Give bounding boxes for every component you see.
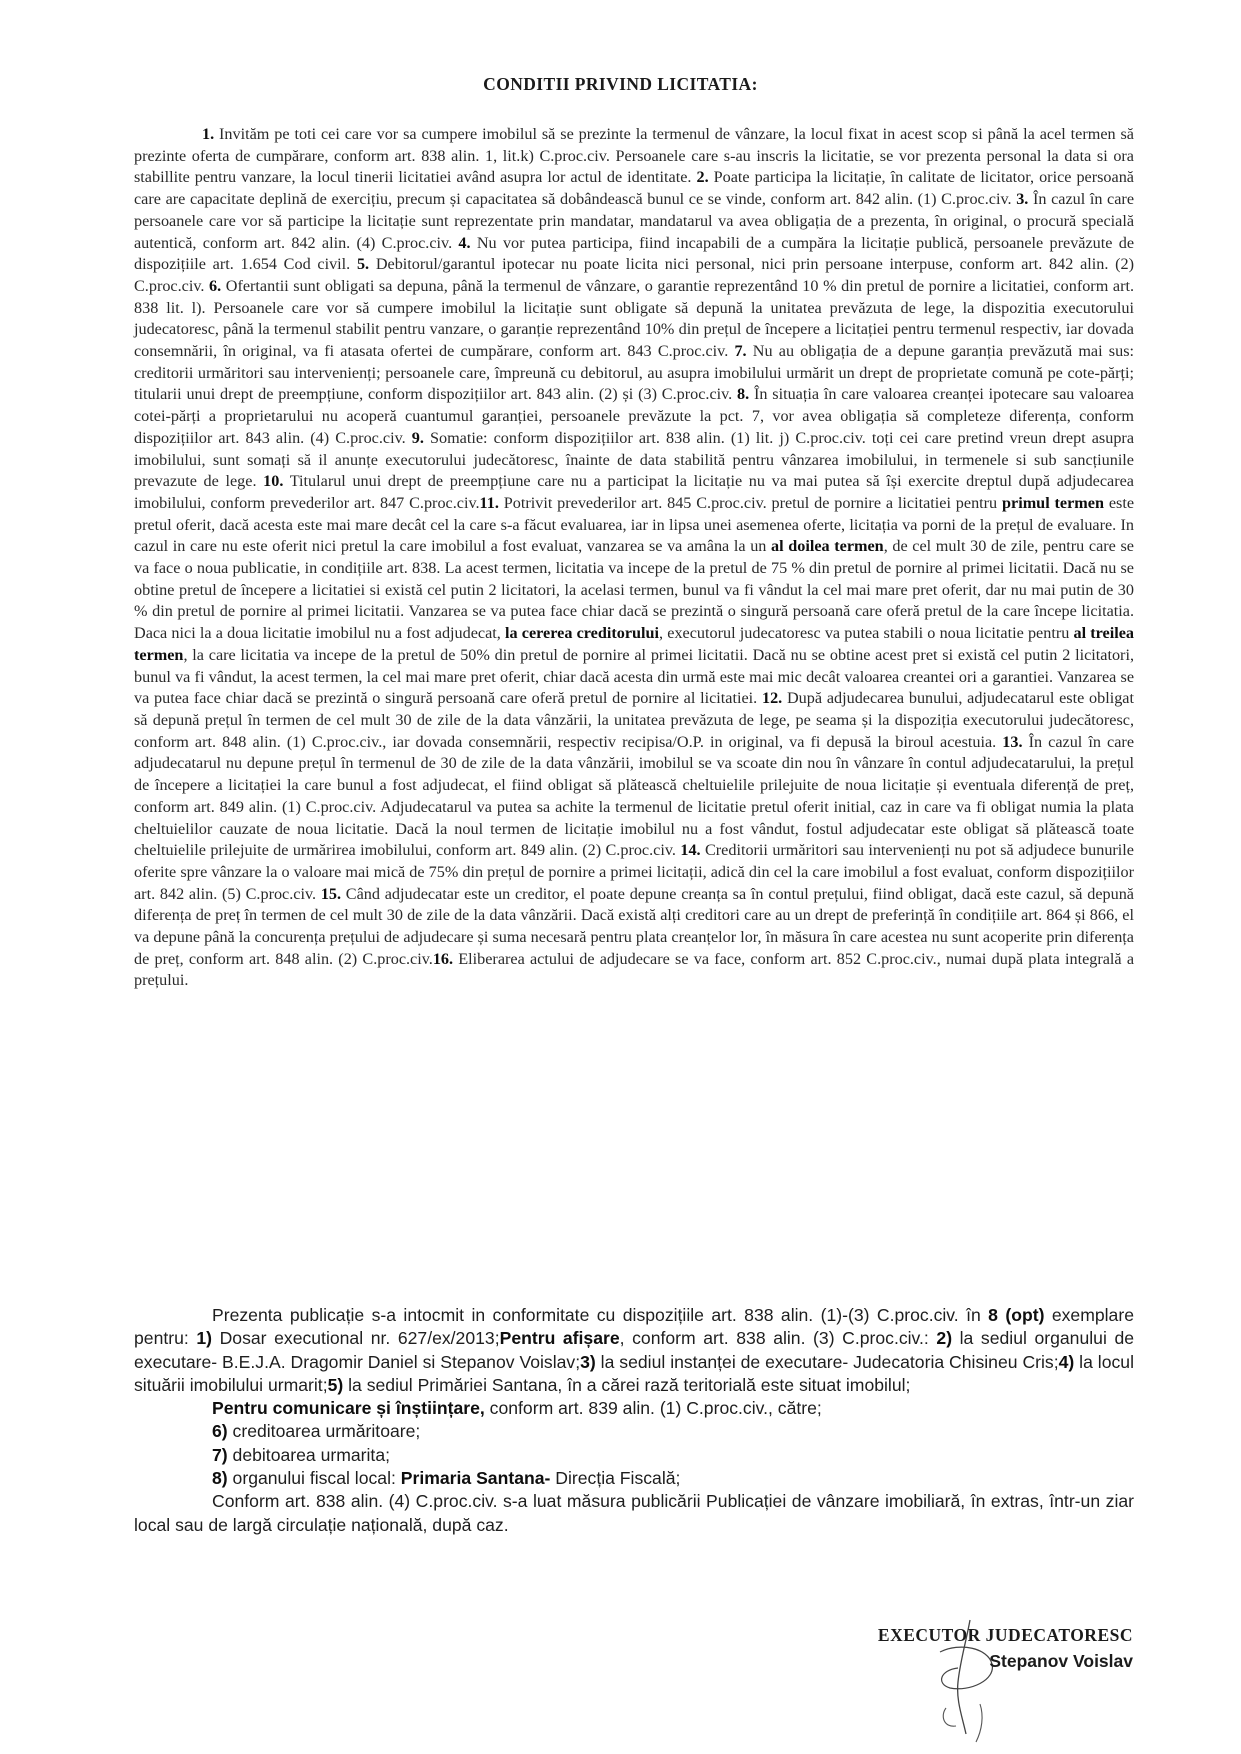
publication-paragraph xyxy=(134,1304,1134,1397)
posting-heading: Pentru afișare xyxy=(499,1328,620,1349)
recipient-item xyxy=(134,1444,1134,1467)
clause-number: 13. xyxy=(1002,732,1023,751)
clause-text: În situația în care valoarea creanței ipotecare sau valoarea cotei-părți a proprietarului nu acoperă cuantumul garanției, persoanele prevăzute la pct. 7, vor avea obligația să completeze diferența, conform dispozițiilor art. 843 alin. (4) C.proc.civ. xyxy=(134,385,1134,447)
item-number: 5) xyxy=(327,1374,344,1395)
recipient-text: organului fiscal local: xyxy=(227,1468,401,1489)
clause-text: , de cel mult 30 de zile, pentru care se va face o noua publicatie, in condițiile art. 838. La acest termen, licitatia va incepe de la pretul de 75 % din pretul de pornire al primei licitatii. Dacă nu se obtine pretul de începere a licitatiei si există cel putin 2 licitatori, la acelasi termen, bunul va fi vândut la cel mai mare pret oferit, dar nu mai putin de 30 % din pretul de pornire al primei licitatii. Vanzarea se va putea face chiar dacă se prezintă o singură persoană care oferă pretul de la care începe licitatia. Daca nici la a doua licitatie imobilul nu a fost adjudecat, xyxy=(134,537,1134,643)
clause-number: 1. xyxy=(202,125,215,143)
auction-conditions-text xyxy=(134,124,1134,992)
clause-text: Potrivit prevederilor art. 845 C.proc.civ. pretul de pornire a licitatiei pentru xyxy=(498,493,1003,512)
clause-text: După adjudecarea bunului, adjudecatarul este obligat să depună prețul în termen de cel mult 30 de zile de la data vânzării, la unitatea prevăzuta de lege, pe seama și la dispoziția executorului judecătoresc, conform art. 848 alin. (1) C.proc.civ., iar dovada consemnării, respectiv recipisa/O.P. in original, va fi depusă la biroul acestuia. xyxy=(134,689,1134,751)
clause-number: 3. xyxy=(1016,190,1029,209)
clause-text: Poate participa la licitație, în calitate de licitator, orice persoană care are capacitate deplină de exercițiu, precum și capacitatea să dobândească bunul ce se vinde, conform art. 842 alin. (1) C.proc.civ. xyxy=(134,168,1134,209)
newspaper-publication-note: Conform art. 838 alin. (4) C.proc.civ. s-a luat măsura publicării Publicației de vânzare imobiliară, în extras, într-un ziar local sau de largă circulație națională, după caz. xyxy=(134,1491,1134,1535)
recipient-text: debitoarea urmarita; xyxy=(227,1444,390,1465)
copies-count: 8 (opt) xyxy=(988,1305,1045,1325)
clause-text: În cazul în care persoanele care vor să participe la licitație sunt reprezentate prin mandatar, mandatarul va avea obligația de a prezenta, în original, o procură specială autentică, conform art. 842 alin. (4) C.proc.civ. xyxy=(134,190,1135,252)
clause-number: 11. xyxy=(479,493,499,512)
publication-text: Prezenta publicație s-a intocmit in conformitate cu dispozițiile art. 838 alin. (1)-(3) C.proc.civ. în xyxy=(212,1305,989,1325)
clause-text: Debitorul/garantul ipotecar nu poate licita nici personal, nici prin persoane interpuse, conform art. 842 alin. (2) C.proc.civ. xyxy=(134,255,1134,295)
clause-text: , executorul judecatoresc va putea stabili o noua licitatie pentru xyxy=(659,624,1074,643)
clause-text: Titularul unui drept de preempțiune care nu a participat la licitație nu va mai putea să își exercite dreptul după adjudecarea imobilului, conform prevederilor art. 847 C.proc.civ. xyxy=(134,472,1134,512)
clause-text: În cazul în care adjudecatarul nu depune prețul în termenul de 30 de zile de la data vânzării, imobilul se va scoate din nou în vânzare în contul adjudecatarului, la prețul de începere a licitației la care bunul a fost adjudecat, el fiind obligat să plătească cheltuielile prilejuite de noua licitație și eventuala diferență de preț, conform art. 849 alin. (1) C.proc.civ. Adjudecatarul va putea sa achite la termenul de licitatie pretul oferit initial, caz in care va fi obligat numia la plata cheltuielilor cauzate de noua licitatie. Dacă la noul termen de licitație imobilul nu a fost vândut, fostul adjudecatar este obligat să plătească toate cheltuielile prilejuite de urmărirea imobilului, conform art. 849 alin. (2) C.proc.civ. xyxy=(134,732,1134,860)
clause-text: Nu au obligația de a depune garanția prevăzută mai sus: creditorii urmăritori sau intervenienți; persoanele care, împreună cu debitorul, au asupra imobilului urmărit un drept de proprietate comună pe cote-părți; titularii unui drept de preempțiune, conform dispozițiilor art. 843 alin. (2) și (3) C.proc.civ. xyxy=(134,342,1134,404)
executor-name: Stepanov Voislav xyxy=(989,1651,1133,1671)
clause-text: Ofertantii sunt obligati sa depuna, până la termenul de vânzare, o garantie reprezentând 10 % din pretul de pornire a licitatiei, conform art. 838 lit. l). Persoanele care vor să cumpere imobilul la licitație sunt obligate să depună la unitatea prevăzuta de lege, la dispozitia executorului judecatoresc, până la termenul stabilit pentru vanzare, o garanție reprezentând 10% din prețul de începere a licitației pentru termenul respectiv, iar dovada consemnării, în original, va fi atasata ofertei de cumpărare, conform art. 843 C.proc.civ. xyxy=(134,276,1135,361)
publication-text: exemplare pentru: xyxy=(134,1305,1134,1349)
clause-number: 16. xyxy=(432,949,454,968)
publication-text: conform art. 839 alin. (1) C.proc.civ., către; xyxy=(484,1398,822,1419)
second-term-emphasis: al doilea termen xyxy=(771,537,884,556)
clause-text: Invităm pe toti cei care vor sa cumpere imobilul să se prezinte la termenul de vânzare, la locul fixat in acest scop si până la acel termen să prezinte oferta de cumpărare, conform art. 838 alin. 1, lit.k) C.proc.civ. Persoanele care s-au inscris la licitatie, se vor prezenta personal la data si ora stabillite pentru vanzare, la locul tinerii licitatiei având asupra lor actul de identitate. xyxy=(134,125,1134,187)
recipient-item xyxy=(134,1420,1134,1443)
signature-block xyxy=(878,1622,1133,1674)
clause-number: 8. xyxy=(737,385,750,404)
communication-heading: Pentru comunicare și înștiințare, xyxy=(212,1398,485,1419)
publication-text: la locul situării imobilului urmarit; xyxy=(134,1351,1134,1395)
recipient-item xyxy=(134,1467,1134,1490)
clause-number: 12. xyxy=(761,689,783,708)
clause-text: , la care licitatia va incepe de la pretul de 50% din pretul de pornire al primei licitatii. Dacă nu se obtine acest pret si există cel putin 2 licitatori, bunul va fi vândut, la acest termen, la cel mai mare pret oferit, chiar dacă acesta din urmă este mai mic decât valoarea creantei ori a garantiei. Vanzarea se va putea face chiar dacă se prezintă o singură persoană care oferă pretul de pornire al licitatiei. xyxy=(134,645,1134,708)
clause-number: 5. xyxy=(356,255,370,274)
clause-text: este pretul oferit, dacă acesta este mai mare decât cel la care s-a făcut evaluarea, iar in lipsa unei asemenea oferte, licitația va porni de la prețul de evaluare. In cazul in care nu este oferit nici pretul la care imobilul a fost evaluat, vanzarea se va amâna la un xyxy=(134,493,1135,556)
publication-text: la sediul Primăriei Santana, în a cărei rază teritorială este situat imobilul; xyxy=(343,1374,911,1395)
clause-text: Creditorii urmăritori sau intervenienți nu pot să adjudece bunurile oferite spre vânzare la o valoare mai mică de 75% din prețul de pornire a primei licitații, adică din cel la care imobilul a fost evaluat, conform dispozițiilor art. 842 alin. (5) C.proc.civ. xyxy=(134,841,1134,903)
recipient-text: Direcția Fiscală; xyxy=(550,1468,681,1489)
clause-number: 15. xyxy=(320,884,342,903)
recipient-text: creditoarea urmăritoare; xyxy=(227,1421,421,1442)
publication-section xyxy=(134,1304,1134,1537)
clause-text: Eliberarea actului de adjudecare se va face, conform art. 852 C.proc.civ., numai după plata integrală a prețului. xyxy=(134,949,1134,990)
item-number: 4) xyxy=(1058,1351,1075,1372)
clause-number: 6. xyxy=(209,276,222,295)
clause-number: 4. xyxy=(458,233,471,252)
item-number: 8) xyxy=(212,1468,228,1489)
clause-number: 9. xyxy=(411,428,424,447)
item-number: 3) xyxy=(580,1351,596,1372)
clause-text: Nu vor putea participa, fiind incapabili de a cumpăra la licitație publică, persoanele prevăzute de dispozițiile art. 1.654 Cod civil. xyxy=(134,233,1135,274)
clause-number: 7. xyxy=(734,342,747,361)
publication-text: Dosar executional nr. 627/ex/2013; xyxy=(212,1328,500,1349)
document-title: CONDITII PRIVIND LICITATIA: xyxy=(483,74,758,94)
creditor-request-emphasis: la cererea creditorului xyxy=(505,624,660,643)
publication-text: la sediul organului de executare- B.E.J.A. Dragomir Daniel si Stepanov Voislav; xyxy=(134,1328,1135,1372)
clause-number: 2. xyxy=(696,168,709,187)
item-number: 6) xyxy=(212,1421,228,1442)
town-hall-name: Primaria Santana- xyxy=(400,1468,551,1489)
first-term-emphasis: primul termen xyxy=(1002,493,1104,512)
clause-number: 14. xyxy=(680,841,701,860)
executor-role: EXECUTOR JUDECATORESC xyxy=(877,1625,1133,1645)
item-number: 1) xyxy=(196,1328,213,1349)
clause-text: Somatie: conform dispozițiilor art. 838 alin. (1) lit. j) C.proc.civ. toți cei care pretind vreun drept asupra imobilului, sunt somați să il anunțe executorului judecătoresc, înainte de data stabilită pentru vânzarea imobilului, in termenele si sub sancțiunile prevazute de lege. xyxy=(134,428,1134,491)
item-number: 2) xyxy=(936,1328,953,1349)
clause-number: 10. xyxy=(263,472,284,491)
publication-text: , conform art. 838 alin. (3) C.proc.civ.: xyxy=(619,1328,937,1349)
clause-text: Când adjudecatar este un creditor, el poate depune creanța sa în contul prețului, fiind obligat, dacă este cazul, să depună diferența de preț în termen de cel mult 30 de zile de la data vânzării. Dacă există alți creditori care au un drept de preferință în condițiile art. 864 și 866, el va depune până la concurența prețului de adjudecare și suma necesară pentru plata creanțelor lor, în măsura în care acestea nu sunt acoperite prin diferența de preț, conform art. 848 alin. (2) C.proc.civ. xyxy=(134,884,1134,968)
communication-line xyxy=(134,1397,1134,1420)
third-term-emphasis: al treilea termen xyxy=(134,624,1135,664)
publication-text: la sediul instanței de executare- Judecatoria Chisineu Cris; xyxy=(595,1351,1059,1372)
item-number: 7) xyxy=(212,1444,228,1465)
